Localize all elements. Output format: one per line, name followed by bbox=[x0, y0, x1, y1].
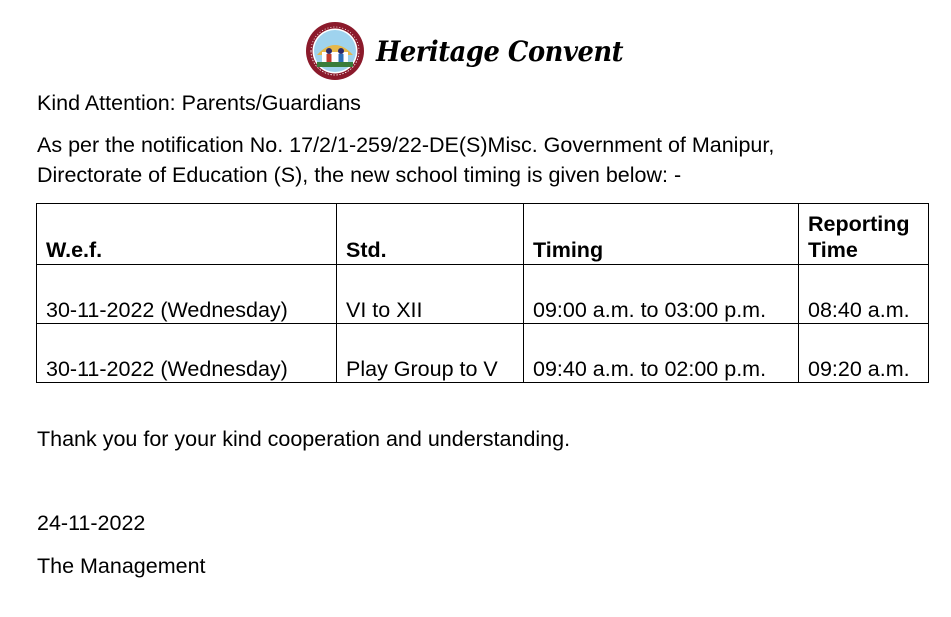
cell-reporting: 08:40 a.m. bbox=[799, 265, 929, 324]
intro-line-2: Directorate of Education (S), the new school timing is given below: - bbox=[37, 163, 682, 187]
header-reporting-word: Reporting bbox=[808, 212, 910, 236]
cell-std: Play Group to V bbox=[337, 324, 524, 383]
school-logo bbox=[305, 21, 365, 81]
header-timing: Timing bbox=[524, 204, 799, 265]
intro-line-1: As per the notification No. 17/2/1-259/22-DE(S)Misc. Government of Manipur, bbox=[37, 133, 775, 157]
notice-date: 24-11-2022 bbox=[37, 511, 146, 535]
cell-wef: 30-11-2022 (Wednesday) bbox=[37, 324, 337, 383]
signoff: The Management bbox=[37, 554, 206, 578]
cell-timing: 09:00 a.m. to 03:00 p.m. bbox=[524, 265, 799, 324]
letterhead bbox=[305, 20, 645, 82]
table-row bbox=[37, 324, 929, 383]
cell-reporting: 09:20 a.m. bbox=[799, 324, 929, 383]
table-header-row bbox=[37, 204, 929, 265]
cell-std: VI to XII bbox=[337, 265, 524, 324]
header-wef: W.e.f. bbox=[37, 204, 337, 265]
cell-timing: 09:40 a.m. to 02:00 p.m. bbox=[524, 324, 799, 383]
thanks-line: Thank you for your kind cooperation and understanding. bbox=[37, 427, 571, 451]
header-time-word: Time bbox=[808, 238, 858, 262]
cell-wef: 30-11-2022 (Wednesday) bbox=[37, 265, 337, 324]
header-reporting-time bbox=[799, 204, 929, 265]
header-std: Std. bbox=[337, 204, 524, 265]
attention-line: Kind Attention: Parents/Guardians bbox=[37, 91, 361, 115]
school-name: Heritage Convent bbox=[376, 34, 624, 68]
timing-table bbox=[36, 203, 929, 383]
table-row bbox=[37, 265, 929, 324]
